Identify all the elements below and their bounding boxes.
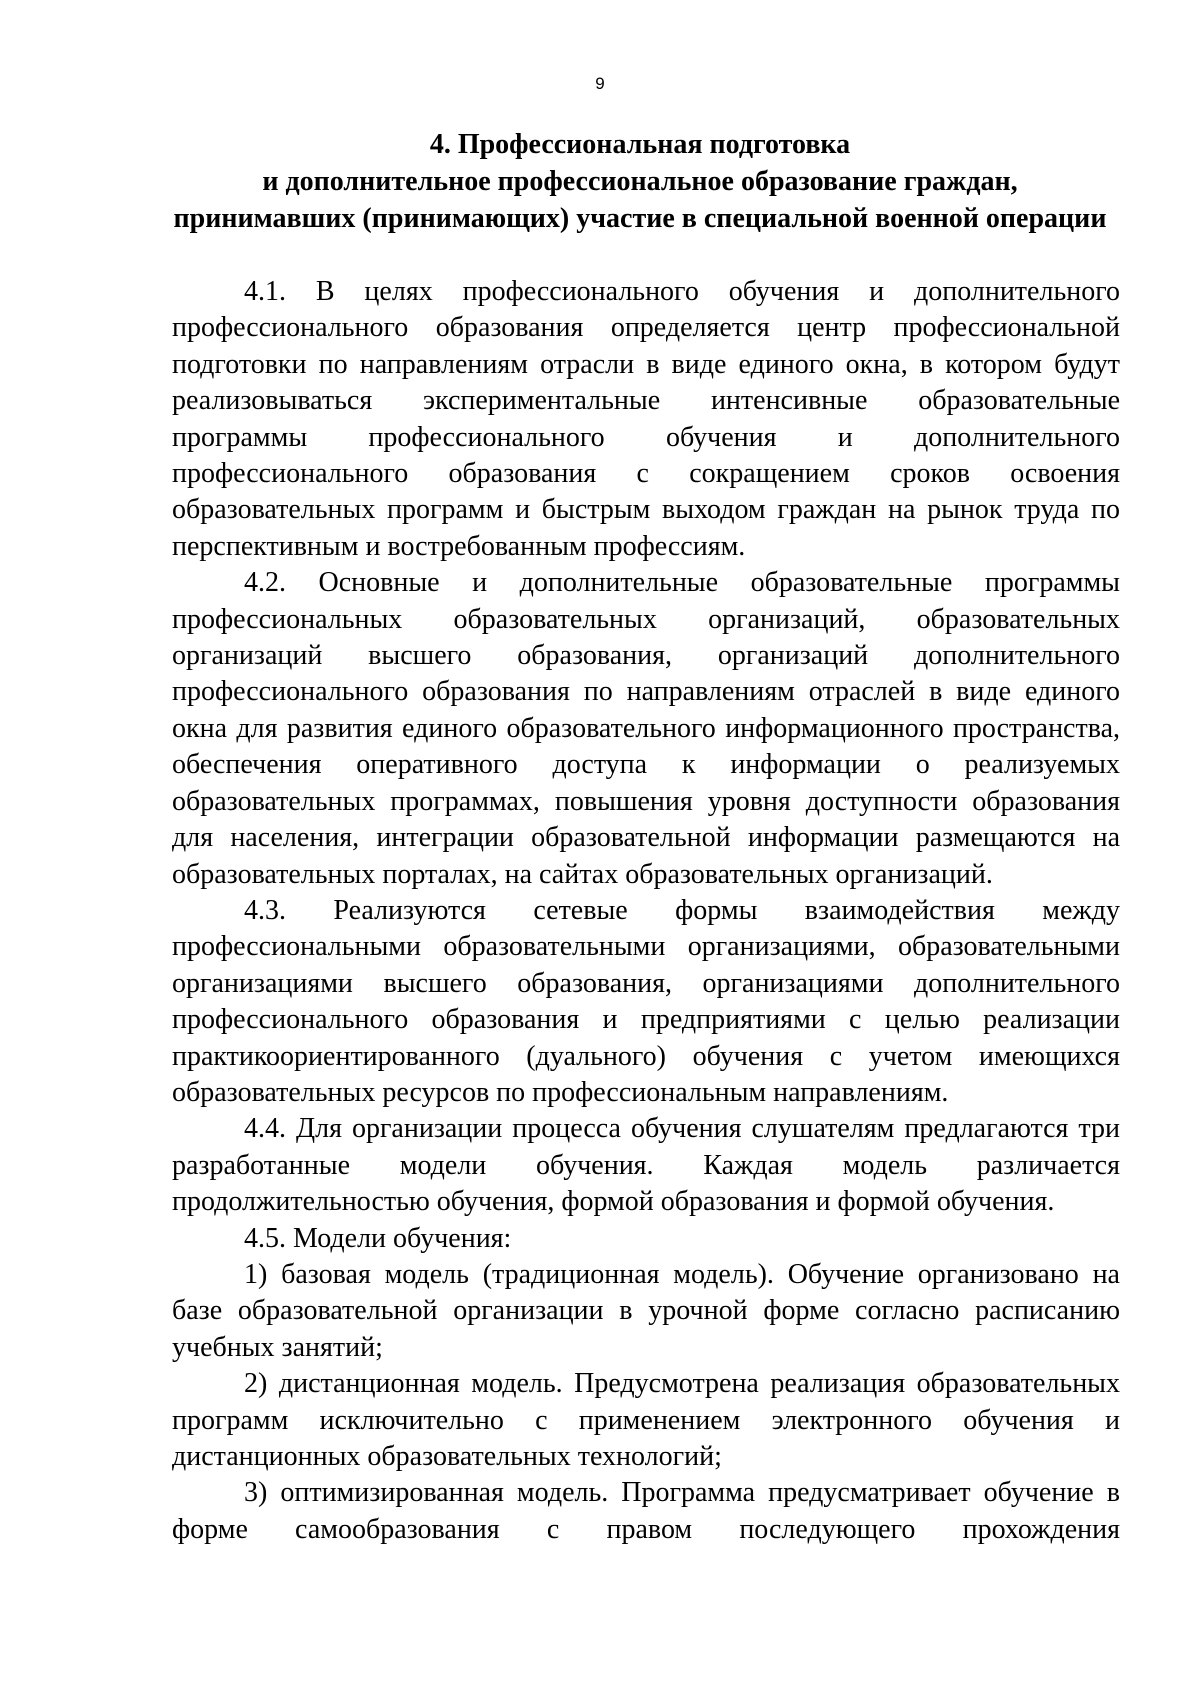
section-heading-line-1: 4. Профессиональная подготовка <box>429 129 851 160</box>
paragraph-4-2: 4.2. Основные и дополнительные образовательные программы профессиональных образовательных организаций, образовательных организаций высшего образования, организаций дополнительного профессионального образования по направлениям отраслей в виде единого окна для развития единого образовательного информационного пространства, обеспечения оперативного доступа к информации о реализуемых образовательных программах, повышения уровня доступности образования для населения, интеграции образовательной информации размещаются на образовательных порталах, на сайтах образовательных организаций. <box>172 567 1120 890</box>
paragraph-4-4: 4.4. Для организации процесса обучения слушателям предлагаются три разработанные модели обучения. Каждая модель различается продолжительностью обучения, формой образования и формой обучения. <box>172 1113 1120 1218</box>
paragraph-4-5: 4.5. Модели обучения: <box>244 1222 512 1254</box>
section-heading <box>160 126 1120 237</box>
page-number: 9 <box>595 74 605 93</box>
section-heading-line-2: и дополнительное профессиональное образование граждан, <box>262 166 1018 197</box>
section-heading-line-3: принимавших (принимающих) участие в специальной военной операции <box>173 203 1107 234</box>
paragraph-4-3: 4.3. Реализуются сетевые формы взаимодействия между профессиональными образовательными организациями, образовательными организациями высшего образования, организациями дополнительного профессионального образования и предприятиями с целью реализации практикоориентированного (дуального) обучения с учетом имеющихся образовательных ресурсов по профессиональным направлениям. <box>172 894 1120 1108</box>
list-item-3: 3) оптимизированная модель. Программа предусматривает обучение в форме самообразования с правом последующего прохождения <box>172 1477 1120 1545</box>
list-item-1: 1) базовая модель (традиционная модель). Обучение организовано на базе образовательной организации в урочной форме согласно расписанию учебных занятий; <box>172 1258 1120 1363</box>
paragraph-4-1: 4.1. В целях профессионального обучения и дополнительного профессионального образования определяется центр профессиональной подготовки по направлениям отрасли в виде единого окна, в котором будут реализовываться экспериментальные интенсивные образовательные программы профессионального обучения и дополнительного профессионального образования с сокращением сроков освоения образовательных программ и быстрым выходом граждан на рынок труда по перспективным и востребованным профессиям. <box>172 276 1120 562</box>
list-item-2: 2) дистанционная модель. Предусмотрена реализация образовательных программ исключительно с применением электронного обучения и дистанционных образовательных технологий; <box>172 1368 1120 1472</box>
document-body <box>172 274 1120 1548</box>
